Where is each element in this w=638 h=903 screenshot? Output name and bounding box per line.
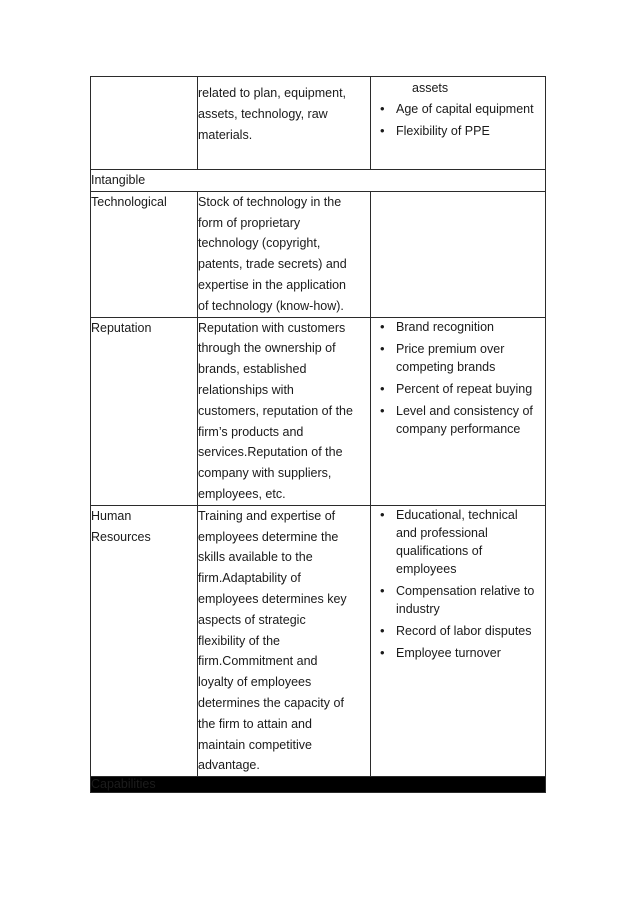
text-line: advantage.	[198, 758, 260, 773]
description-text	[198, 83, 370, 145]
text-line: flexibility of the	[198, 633, 280, 648]
bullet-item: • Age of capital equipment	[380, 100, 539, 118]
bullet-item: • Brand recognition	[380, 318, 539, 336]
description-text	[198, 192, 370, 317]
description-text	[198, 318, 370, 505]
indicator-list	[371, 318, 545, 438]
indicators-cell	[371, 317, 546, 505]
description-text	[198, 506, 370, 776]
text-line: form of proprietary	[198, 215, 301, 230]
description-cell	[198, 317, 371, 505]
text-line: assets, technology, raw	[198, 106, 328, 121]
table-row-continued	[91, 77, 546, 170]
text-line: Training and expertise of	[198, 508, 336, 523]
section-heading-intangible: Intangible	[91, 170, 546, 192]
text-line: determines the capacity of	[198, 695, 344, 710]
bullet-item: • Educational, technical and professional qualifications of employees	[380, 506, 539, 578]
text-line: through the ownership of	[198, 341, 336, 356]
indicators-cell	[371, 77, 546, 170]
text-line: brands, established	[198, 362, 307, 377]
text-line: technology (copyright,	[198, 236, 321, 251]
text-line: related to plan, equipment,	[198, 86, 347, 100]
text-line: loyalty of employees	[198, 675, 312, 690]
text-line: the firm to attain and	[198, 716, 312, 731]
bullet-item: • Level and consistency of company performance	[380, 402, 539, 438]
bullet-item: • Employee turnover	[380, 644, 539, 662]
bullet-item: • Flexibility of PPE	[380, 122, 539, 140]
text-line: services.Reputation of the	[198, 445, 343, 460]
bullet-item: • Compensation relative to industry	[380, 582, 539, 618]
text-line: of technology (know-how).	[198, 298, 344, 313]
text-line: company with suppliers,	[198, 466, 332, 481]
text-line: customers, reputation of the	[198, 403, 353, 418]
text-line: firm.Adaptability of	[198, 571, 301, 586]
text-line: firm.Commitment and	[198, 654, 318, 669]
text-line: employees, etc.	[198, 486, 286, 501]
description-cell	[198, 505, 371, 776]
bullet-item: • Percent of repeat buying	[380, 380, 539, 398]
text-line: Stock of technology in the	[198, 194, 342, 209]
indicator-list	[371, 506, 545, 662]
text-line: firm’s products and	[198, 424, 304, 439]
section-row-intangible	[91, 170, 546, 192]
bullet-item: • Record of labor disputes	[380, 622, 539, 640]
resource-label-lines	[91, 506, 197, 548]
indicator-cell-empty	[91, 77, 198, 170]
indicators-cell-empty	[371, 191, 546, 317]
text-line: aspects of strategic	[198, 612, 306, 627]
text-line: employees determine the	[198, 529, 339, 544]
resource-label: Technological	[91, 191, 198, 317]
bullet-item: • Price premium over competing brands	[380, 340, 539, 376]
text-line: Human	[91, 508, 132, 523]
indicator-continued-text: assets	[412, 81, 449, 95]
table-row-human-resources	[91, 505, 546, 776]
section-row-capabilities	[91, 777, 546, 793]
text-line: materials.	[198, 127, 253, 142]
text-line: employees determines key	[198, 591, 347, 606]
description-cell	[198, 191, 371, 317]
indicators-cell	[371, 505, 546, 776]
text-line: skills available to the	[198, 550, 313, 565]
text-line: patents, trade secrets) and	[198, 257, 347, 272]
indicator-list	[371, 100, 545, 140]
resources-table	[90, 76, 546, 793]
text-line: relationships with	[198, 382, 294, 397]
resource-label	[91, 505, 198, 776]
table-row-reputation	[91, 317, 546, 505]
section-heading-capabilities: Capabilities	[91, 777, 546, 793]
text-line: Reputation with customers	[198, 320, 346, 335]
description-cell	[198, 77, 371, 170]
text-line: maintain competitive	[198, 737, 312, 752]
resource-label: Reputation	[91, 317, 198, 505]
table-row-technological	[91, 191, 546, 317]
text-line: expertise in the application	[198, 277, 347, 292]
text-line: Resources	[91, 529, 151, 544]
